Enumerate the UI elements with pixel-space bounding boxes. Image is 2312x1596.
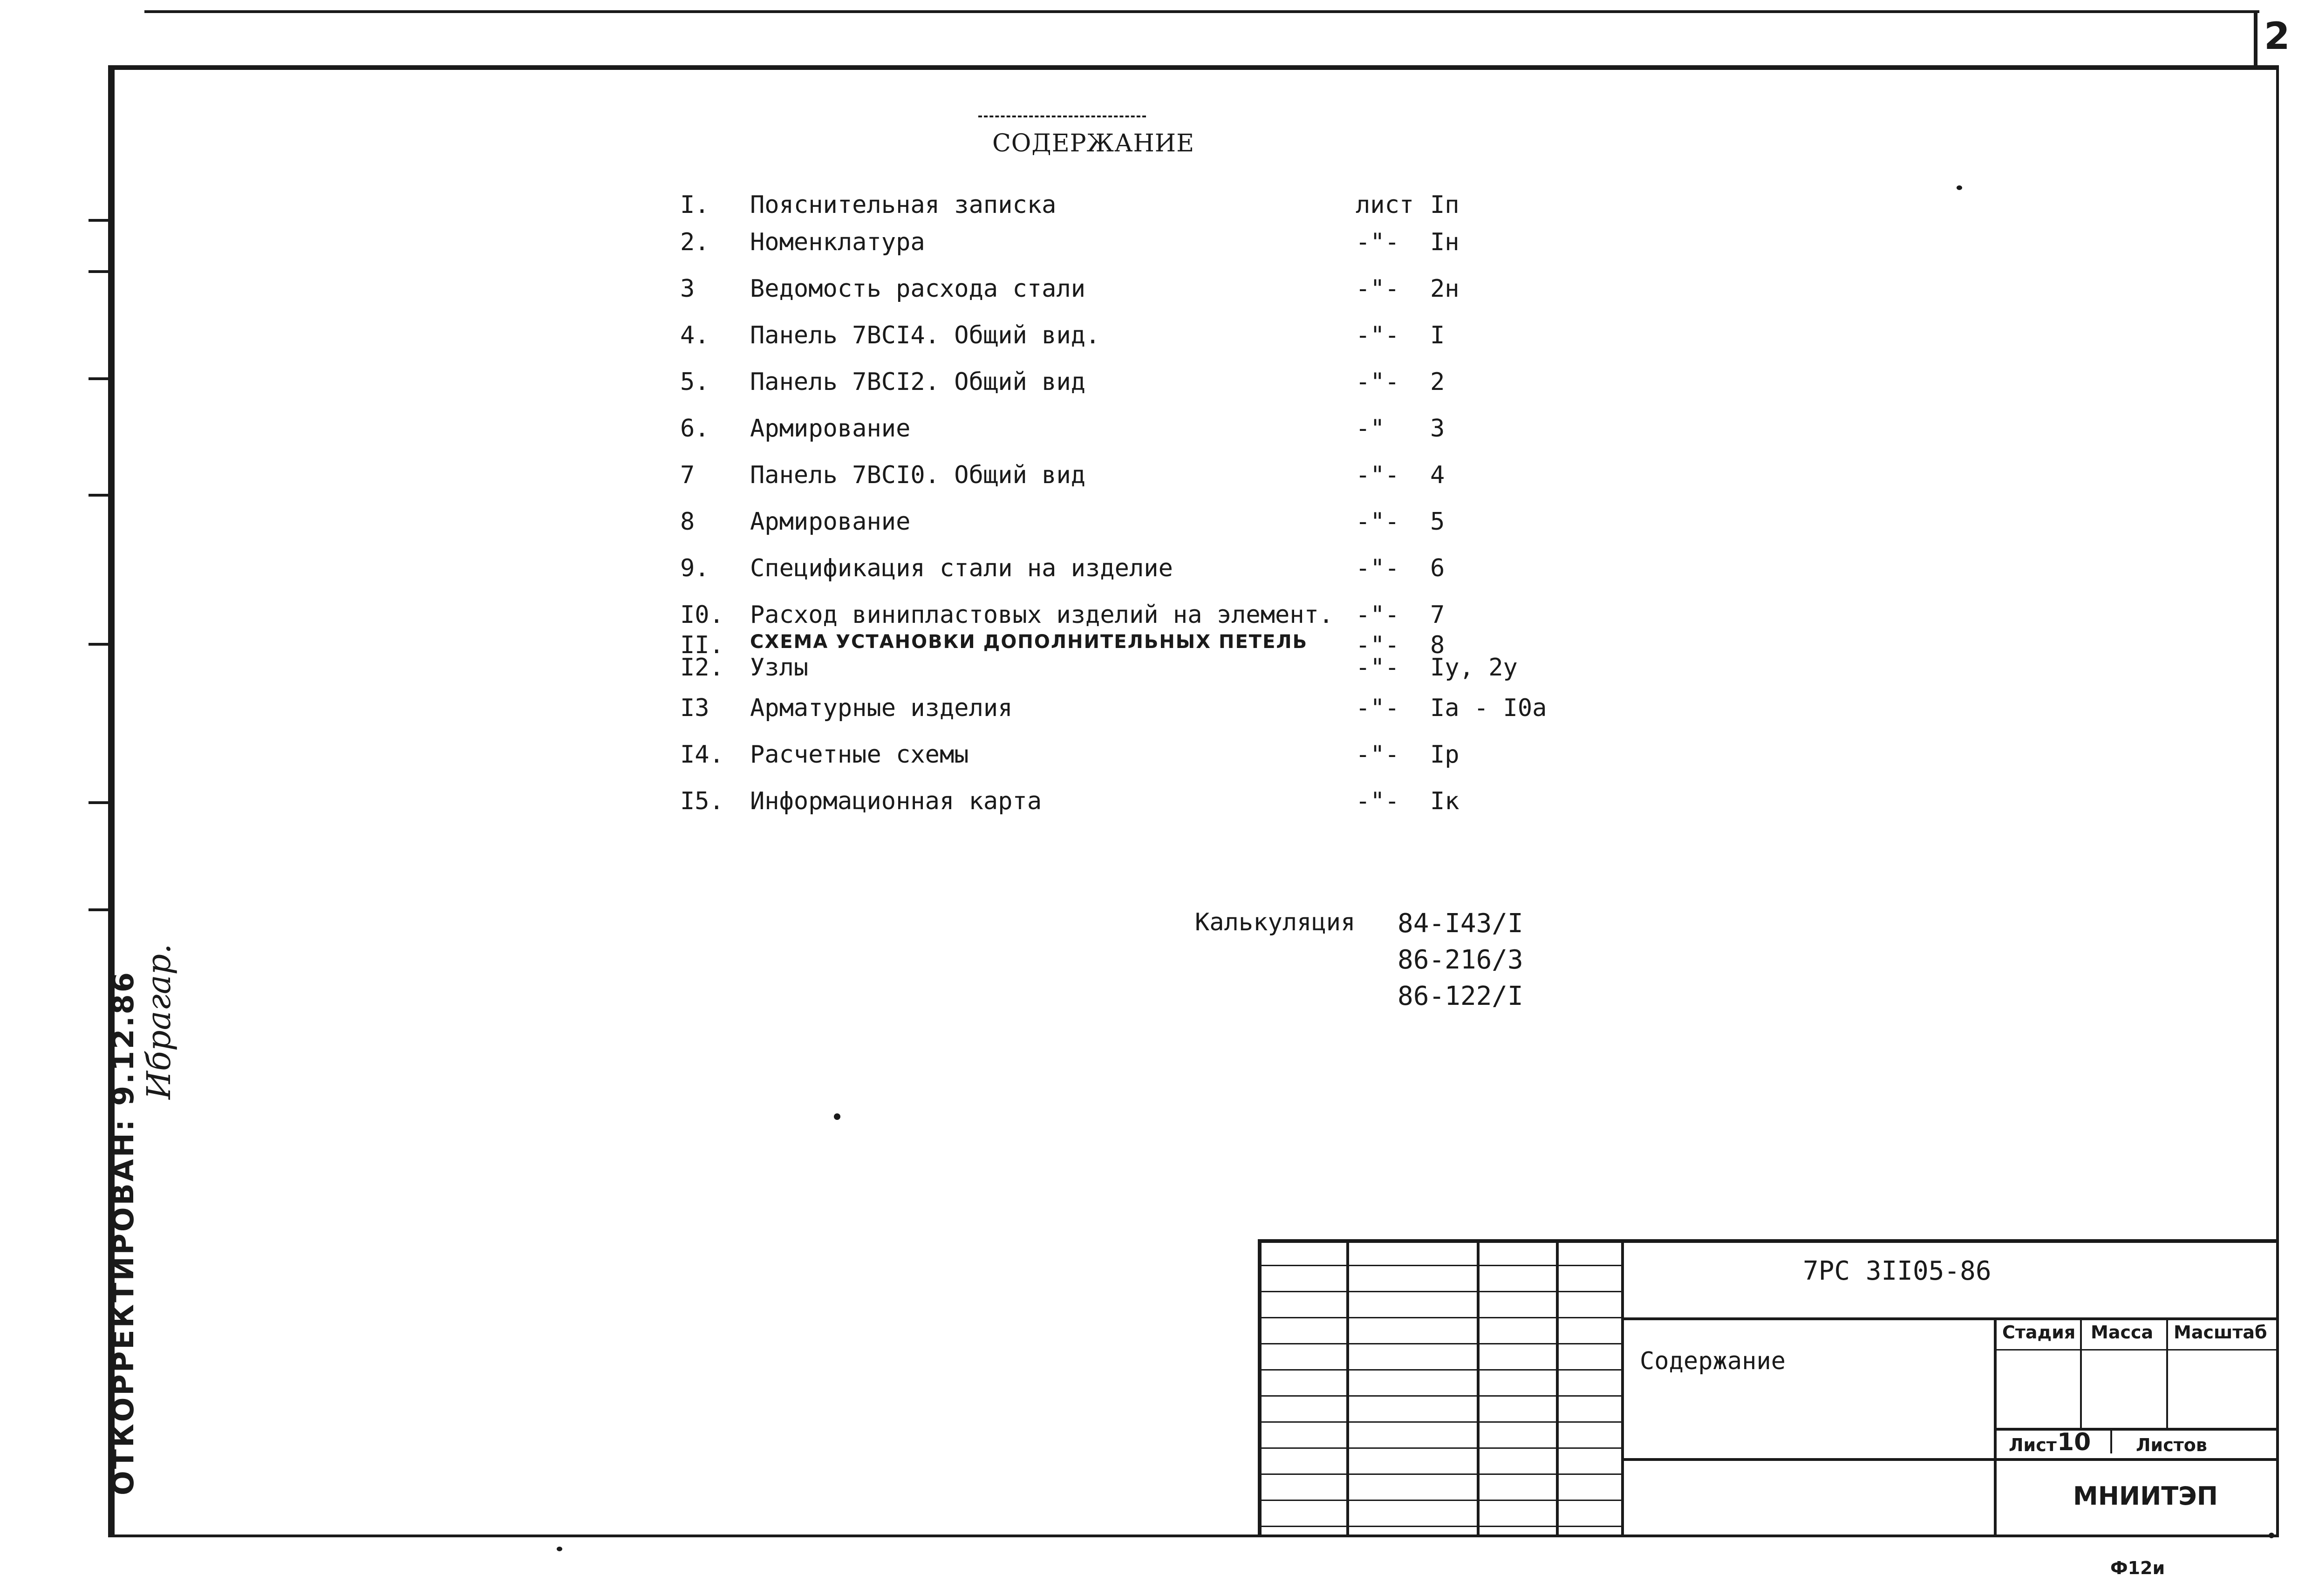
toc-item-title: Армирование	[750, 508, 911, 536]
heading-dash	[978, 116, 1146, 117]
toc-item-sheet-label: -"-	[1356, 554, 1399, 582]
toc-item-number: I2.	[680, 654, 724, 682]
toc-item-title: Спецификация стали на изделие	[750, 554, 1173, 582]
grid-line	[1621, 1317, 2279, 1320]
toc-item-page: 6	[1430, 554, 1445, 582]
toc-item-sheet-label: -"-	[1356, 601, 1399, 629]
top-border-strip	[144, 10, 2259, 13]
page-title: СОДЕРЖАНИЕ	[992, 130, 1195, 157]
toc-item-number: II.	[680, 631, 724, 659]
toc-item	[671, 415, 1603, 452]
toc-item-title: Пояснительная записка	[750, 191, 1057, 219]
toc-item-page: 5	[1430, 508, 1445, 536]
grid-line	[1258, 1265, 1621, 1266]
toc-item-title: Панель 7ВСI2. Общий вид	[750, 368, 1086, 396]
toc-item	[671, 554, 1603, 592]
toc-item	[671, 741, 1603, 778]
grid-line	[1258, 1291, 1621, 1292]
toc-item-title: СХЕМА УСТАНОВКИ ДОПОЛНИТЕЛЬНЫХ ПЕТЕЛЬ	[750, 631, 1308, 653]
sheet-number: 2	[2264, 14, 2290, 58]
toc-item-sheet-label: -"-	[1356, 508, 1399, 536]
toc-item-title: Арматурные изделия	[750, 694, 1013, 722]
toc-item-number: 3	[680, 275, 695, 303]
toc-item-title: Расчетные схемы	[750, 741, 969, 769]
toc-item-sheet-label: -"-	[1356, 631, 1399, 659]
toc-item-sheet-label: -"-	[1356, 741, 1399, 769]
grid-line	[1994, 1428, 2279, 1431]
toc-item-sheet-label: -"-	[1356, 787, 1399, 815]
toc-item-title: Панель 7ВСI0. Общий вид	[750, 461, 1086, 489]
form-code: Ф12и	[2110, 1558, 2165, 1578]
grid-line	[2166, 1317, 2168, 1428]
grid-line	[1258, 1447, 1621, 1449]
grid-line	[1258, 1395, 1621, 1397]
toc-item-sheet-label: -"-	[1356, 321, 1399, 349]
calculation-label: Калькуляция	[1195, 908, 1356, 936]
grid-line	[1621, 1458, 2279, 1461]
toc-item	[671, 694, 1603, 731]
toc-item	[671, 191, 1603, 228]
toc-item-number: 5.	[680, 368, 709, 396]
grid-line	[2110, 1430, 2112, 1453]
toc-item-page: 4	[1430, 461, 1445, 489]
toc-item-title: Ведомость расхода стали	[750, 275, 1086, 303]
binding-margin	[0, 0, 108, 1596]
correction-stamp: ОТКОРРЕКТИРОВАН: 9.12.86	[106, 970, 140, 1495]
calculation-values	[1398, 906, 1523, 1015]
scan-speck	[834, 1113, 840, 1120]
document-title: Содержание	[1640, 1347, 1786, 1375]
toc-item-page: Iр	[1430, 741, 1459, 769]
calculation-value: 86-122/I	[1398, 981, 1523, 1011]
grid-line	[1258, 1500, 1621, 1501]
toc-item-title: Узлы	[750, 654, 809, 682]
toc-item-sheet-label: -"-	[1356, 654, 1399, 682]
toc-item-sheet-label: лист	[1356, 191, 1414, 219]
toc-item-page: Iу, 2у	[1430, 654, 1518, 682]
toc-item-page: 2н	[1430, 275, 1459, 303]
calculation-value: 86-216/3	[1398, 945, 1523, 975]
mass-label: Масса	[2091, 1322, 2154, 1343]
toc-item-number: 7	[680, 461, 695, 489]
toc-item-number: 8	[680, 508, 695, 536]
toc-item-number: 9.	[680, 554, 709, 582]
toc-item	[671, 654, 1603, 691]
stage-label: Стадия	[2002, 1322, 2076, 1343]
title-block	[1258, 1239, 2279, 1537]
grid-line	[1346, 1239, 1349, 1537]
scan-speck	[557, 1547, 562, 1551]
toc-item-number: I0.	[680, 601, 724, 629]
margin-tick	[89, 494, 108, 497]
toc-item-title: Армирование	[750, 415, 911, 443]
toc-item-number: 2.	[680, 228, 709, 256]
scale-label: Масштаб	[2174, 1322, 2267, 1343]
grid-line	[1621, 1239, 1624, 1537]
grid-line	[1477, 1239, 1480, 1537]
toc-item	[671, 508, 1603, 545]
document-code: 7РС 3II05-86	[1803, 1256, 1991, 1286]
grid-line	[1258, 1473, 1621, 1475]
top-border-end	[2254, 10, 2257, 65]
grid-line	[1258, 1343, 1621, 1344]
margin-tick	[89, 643, 108, 646]
grid-line	[1556, 1239, 1559, 1537]
grid-line	[1258, 1526, 1621, 1527]
toc-item-sheet-label: -"-	[1356, 228, 1399, 256]
grid-line	[1994, 1317, 1997, 1537]
margin-tick	[89, 219, 108, 222]
grid-line	[1258, 1369, 1621, 1371]
margin-tick	[89, 908, 108, 911]
toc-item-sheet-label: -"-	[1356, 368, 1399, 396]
toc-item-page: 3	[1430, 415, 1445, 443]
toc-item	[671, 321, 1603, 359]
grid-line	[1258, 1421, 1621, 1423]
sheet-value: 10	[2057, 1428, 2091, 1456]
toc-item-page: Iп	[1430, 191, 1459, 219]
margin-tick	[89, 801, 108, 804]
toc-item-number: I.	[680, 191, 709, 219]
toc-item-title: Расход винипластовых изделий на элемент.	[750, 601, 1334, 629]
sheets-label: Листов	[2136, 1435, 2207, 1455]
toc-item-page: 7	[1430, 601, 1445, 629]
toc-item	[671, 461, 1603, 498]
toc-item	[671, 368, 1603, 405]
toc-item-page: Iа - I0а	[1430, 694, 1547, 722]
toc-item	[671, 275, 1603, 312]
sheet-label: Лист	[2009, 1435, 2057, 1455]
toc-item-title: Информационная карта	[750, 787, 1042, 815]
toc-item-sheet-label: -"-	[1356, 275, 1399, 303]
toc-item	[671, 787, 1603, 825]
toc-item	[671, 228, 1603, 266]
toc-item-title: Панель 7ВСI4. Общий вид.	[750, 321, 1100, 349]
toc-item-number: 6.	[680, 415, 709, 443]
toc-item-number: 4.	[680, 321, 709, 349]
margin-tick	[89, 270, 108, 273]
margin-tick	[89, 377, 108, 380]
toc-item-number: I4.	[680, 741, 724, 769]
scan-speck	[1957, 185, 1962, 190]
toc-item-sheet-label: -"-	[1356, 694, 1399, 722]
toc-item-page: I	[1430, 321, 1445, 349]
toc-item-number: I5.	[680, 787, 724, 815]
toc-item-sheet-label: -"-	[1356, 461, 1399, 489]
toc-item-title: Номенклатура	[750, 228, 925, 256]
grid-line	[2080, 1317, 2082, 1428]
toc-item-page: 8	[1430, 631, 1445, 659]
toc-item-page: Iк	[1430, 787, 1459, 815]
grid-line	[1994, 1349, 2279, 1350]
signature: Ибрагар.	[140, 943, 178, 1099]
toc-item-page: Iн	[1430, 228, 1459, 256]
organization-name: МНИИТЭП	[2073, 1481, 2218, 1511]
calculation-value: 84-I43/I	[1398, 908, 1523, 939]
toc-item-page: 2	[1430, 368, 1445, 396]
toc-item-number: I3	[680, 694, 709, 722]
grid-line	[1258, 1317, 1621, 1318]
scan-speck	[2269, 1533, 2274, 1538]
toc-item-sheet-label: -"	[1356, 415, 1385, 443]
